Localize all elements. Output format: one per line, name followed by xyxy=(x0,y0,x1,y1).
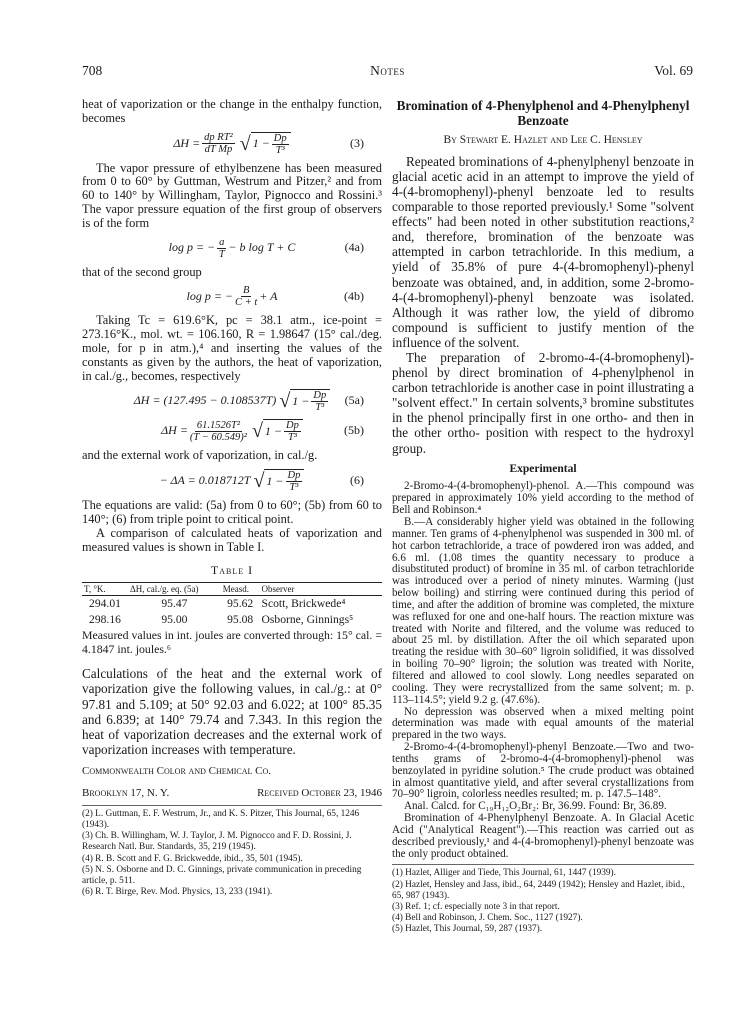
page-header xyxy=(82,63,693,81)
equation-rhs: − b log T + C xyxy=(228,240,296,255)
numerator: Dp xyxy=(286,420,299,432)
column-header: Observer xyxy=(260,583,382,596)
paragraph: The vapor pressure of ethylbenzene has been measured from 0 to 60° by Guttman, Westrum and Pitzer,² and from 60 to 140° by Willingham, Taylor, Pignocco and Rossini.³ The vapor pressure equation of the first group of observers is of the form xyxy=(82,160,382,230)
footnotes xyxy=(82,805,382,899)
column-header: T, °K. xyxy=(82,583,128,596)
equation-4b xyxy=(82,285,382,308)
affiliation-line xyxy=(82,787,382,801)
affiliation-city: Brooklyn 17, N. Y. xyxy=(82,786,170,799)
denominator: dT Mp xyxy=(204,144,233,156)
footnotes xyxy=(392,864,694,935)
equation-lhs: − ΔA = 0.018712T xyxy=(159,473,251,488)
equation-4a xyxy=(82,237,382,260)
equation-number: (4a) xyxy=(344,240,364,255)
paragraph: B.—A considerably higher yield was obtained in the following manner. Ten grams of 4-phenylphenol was suspended in 300 ml. of hot carbon tetrachloride, a trace of powdered iron was added, and 6.6 ml. (1.08 times the quantity necessary to produce a disubstituted product) of bromine in 35 ml. of carbon tetrachloride was introduced over a period of ninety minutes. Warming (just below boiling) and stirring were continued during this period of time, and after the addition of bromine was completed, the mixture was refluxed for one and one-half hours. The reaction mixture was treated with Norite and filtered, and the volume was reduced to about 25 ml. by distillation. After the oil which separated upon treating the residue with 30–60° ligroin solidified, it was dissolved in boiling 70–90° ligroin; the solution was treated with Norite, filtered and allowed to cool slowly. Long needles separated on cooling. They were recrystallized from the same solvent; m. p. 113–114.5°; yield 9.2 g. (47.6%). xyxy=(392,516,694,706)
denominator: C + t xyxy=(235,297,258,309)
fraction xyxy=(202,132,235,155)
equation-number: (5b) xyxy=(344,423,364,438)
footnote: (2) L. Guttman, E. F. Westrum, Jr., and K. S. Pitzer, This Journal, 65, 1246 (1943). xyxy=(82,808,360,830)
experimental-section xyxy=(392,481,694,860)
paragraph: The equations are valid: (5a) from 0 to 60°; (5b) from 60 to 140°; (6) from triple point to critical point. xyxy=(82,498,382,526)
equation-lhs: ΔH = (127.495 − 0.108537T) xyxy=(133,393,277,408)
column-header: ΔH, cal./g. eq. (5a) xyxy=(128,583,221,596)
received-date: Received October 23, 1946 xyxy=(257,786,382,799)
footnote: (5) Hazlet, This Journal, 59, 287 (1937). xyxy=(392,924,543,935)
footnote: (5) N. S. Osborne and D. C. Ginnings, private communication in preceding article, p. 511. xyxy=(82,864,362,886)
paragraph: Calculations of the heat and the external work of vaporization give the following values, in cal./g.: at 0° 97.81 and 5.109; at 50° 92.03 and 6.022; at 100° 85.35 and 6.839; at 140° 79.74 and 7.343. In this region the heat of vaporization decreases and the external work of vaporization increases with temperature. xyxy=(82,666,382,757)
data-table xyxy=(82,582,382,628)
table-cell: Scott, Brickwede⁴ xyxy=(261,597,346,611)
root-term: 1 − xyxy=(252,136,270,151)
column-header: Measd. xyxy=(221,583,260,596)
table-header-row xyxy=(82,583,382,596)
footnote: (4) Bell and Robinson, J. Chem. Soc., 1127 (1927). xyxy=(392,913,583,924)
table-title: Table I xyxy=(210,563,254,578)
denominator: T³ xyxy=(287,432,297,444)
square-root: √ 1 − $\frac{Dp}{\text{T³}}$ xyxy=(240,132,291,156)
left-column xyxy=(82,98,382,898)
volume-label: Vol. 69 xyxy=(654,63,693,78)
root-term: 1 − xyxy=(266,473,284,488)
equation-6: − ΔA = 0.018712T √ 1 − $\frac{Dp}{\text{T³}}$ (6) xyxy=(159,470,364,494)
equation-3 xyxy=(82,132,382,156)
paragraph: No depression was observed when a mixed melting point determination was made with equal amounts of the material prepared in the two ways. xyxy=(392,705,694,742)
numerator: dp RT² xyxy=(204,132,233,144)
equation-number: (4b) xyxy=(344,288,364,303)
footnote: (3) Ref. 1; cf. especially note 3 in that report. xyxy=(392,902,560,913)
denominator: (T − 60.549)² xyxy=(189,431,247,443)
section-title: Notes xyxy=(370,63,405,78)
equation-5b: ΔH = $\frac{\text{61.1526T²}}{\text{(T − 60.549)²}}$ √ 1 − $\frac{Dp}{\text{T³}}$ (5b) xyxy=(161,419,364,444)
equation-5a: ΔH = (127.495 − 0.108537T) √ 1 − $\frac{Dp}{\text{T³}}$ (5a) xyxy=(133,390,364,414)
paragraph: Repeated brominations of 4-phenylphenyl benzoate in glacial acetic acid in an attempt to improve the yield of 4-(4-bromophenyl)-phenyl benzoate led to results comparable to those reported previously.¹ Some "solvent effects" had been noted in other substitution reactions,² and, therefore, bromination of the benzoate was attempted in carbon tetrachloride. In this medium, a yield of 35.8% of pure 4-(4-bromophenyl)-phenyl benzoate was obtained, and, in addition, some 2-bromo-4-(4-bromophenyl)-phenyl benzoate was isolated. Although it was rather low, the yield of dibromo compound is sufficient to justify mention of the influence of the solvent. xyxy=(392,153,694,350)
paragraph: Bromination of 4-Phenylphenyl Benzoate. A. In Glacial Acetic Acid ("Analytical Reagent").—This reaction was carried out as described previously,¹ and 4-(4-bromophenyl)-phenyl benzoate was the only product obtained. xyxy=(392,812,694,860)
equation-lhs: ΔH = xyxy=(161,423,188,438)
equation-number: (5a) xyxy=(344,393,364,408)
equation-lhs: log p = − xyxy=(186,288,234,303)
denominator: T³ xyxy=(275,144,285,156)
equation-number: (6) xyxy=(350,473,364,488)
paragraph: Taking Tc = 619.6°K, pc = 38.1 atm., ice-point = 273.16°K., mol. wt. = 106.160, R = 1.98647 (15° cal./deg. mole, for p in atm.),⁴ and inserting the values of the constants as given by the authors, the heat of vaporization, in cal./g., becomes, respectively xyxy=(82,313,382,383)
table-cell: 298.16 xyxy=(89,612,121,626)
equation-lhs: ΔH = xyxy=(173,135,201,150)
affiliation: Commonwealth Color and Chemical Co. xyxy=(82,764,272,777)
paragraph: 2-Bromo-4-(4-bromophenyl)-phenol. A.—This compound was prepared in approximately 10% yield according to the method of Bell and Robinson.⁴ xyxy=(392,480,694,517)
paragraph: heat of vaporization or the change in the enthalpy function, becomes xyxy=(82,97,382,125)
denominator: T³ xyxy=(289,482,299,494)
page-number: 708 xyxy=(82,63,103,78)
root-term: 1 − xyxy=(292,393,310,408)
right-column xyxy=(392,98,694,936)
paragraph: that of the second group xyxy=(82,264,202,279)
paragraph: The preparation of 2-bromo-4-(4-bromophenyl)-phenol by direct bromination of 4-phenylphenol in carbon tetrachloride is another case in point illustrating a "solvent effect." In certain solvents,³ bromine substitutes in the phenol principally first in one ortho- and then in the other ortho- position with respect to the hydroxyl group. xyxy=(392,350,694,456)
denominator: T xyxy=(218,248,225,260)
table-cell: 95.08 xyxy=(227,612,254,626)
numerator: a xyxy=(219,236,225,248)
article-authors: By Stewart E. Hazlet and Lee C. Hensley xyxy=(443,134,643,146)
numerator: Dp xyxy=(313,390,327,402)
footnote: (3) Ch. B. Willingham, W. J. Taylor, J. M. Pignocco and F. D. Rossini, J. Research Natl. Bur. Standards, 35, 219 (1945). xyxy=(82,831,352,853)
table-note: Measured values in int. joules are converted through: 15° cal. = 4.1847 int. joules.⁶ xyxy=(82,627,382,656)
table-cell: 294.01 xyxy=(89,597,121,611)
equation-number: (3) xyxy=(350,135,364,150)
section-heading: Experimental xyxy=(509,462,577,475)
paragraph: A comparison of calculated heats of vaporization and measured values is shown in Table I. xyxy=(82,525,382,554)
table-cell: 95.62 xyxy=(227,597,254,611)
paragraph: 2-Bromo-4-(4-bromophenyl)-phenyl Benzoate.—Two and two-tenths grams of 2-bromo-4-(4-bromophenyl)-phenol was benzoylated in pyridine solution.⁵ The crude product was obtained in almost quantitative yield, and after several crystallizations from 70–90° ligroin, colorless needles resulted; m. p. 147.5–148°. xyxy=(392,741,694,801)
numerator: Dp xyxy=(287,470,301,482)
table-row xyxy=(82,612,382,628)
equation-rhs: + A xyxy=(259,288,278,303)
paragraph: Anal. Calcd. for C₁₉H₁₂O₂Br₂: Br, 36.99. Found: Br, 36.89. xyxy=(404,800,667,813)
table-cell: 95.00 xyxy=(161,612,188,626)
article-title: Bromination of 4-Phenylphenol and 4-Phenylphenyl Benzoate xyxy=(396,98,690,128)
footnote: (2) Hazlet, Hensley and Jass, ibid., 64, 2449 (1942); Hensley and Hazlet, ibid., 65, 987 (1943). xyxy=(392,879,685,901)
table-cell: 95.47 xyxy=(161,597,188,611)
equation-lhs: log p = − xyxy=(168,240,216,255)
numerator: B xyxy=(242,285,250,297)
footnote: (6) R. T. Birge, Rev. Mod. Physics, 13, 233 (1941). xyxy=(82,887,273,898)
root-term: 1 − xyxy=(264,423,283,438)
denominator: T³ xyxy=(315,402,325,414)
numerator: Dp xyxy=(273,132,287,144)
footnote: (1) Hazlet, Alliger and Tiede, This Journal, 61, 1447 (1939). xyxy=(392,868,616,879)
numerator: 61.1526T² xyxy=(196,419,240,431)
paragraph: and the external work of vaporization, in cal./g. xyxy=(82,448,318,463)
footnote: (4) R. B. Scott and F. G. Brickwedde, ibid., 35, 501 (1945). xyxy=(82,853,303,864)
table-cell: Osborne, Ginnings⁵ xyxy=(261,612,354,626)
table-row xyxy=(82,596,382,612)
